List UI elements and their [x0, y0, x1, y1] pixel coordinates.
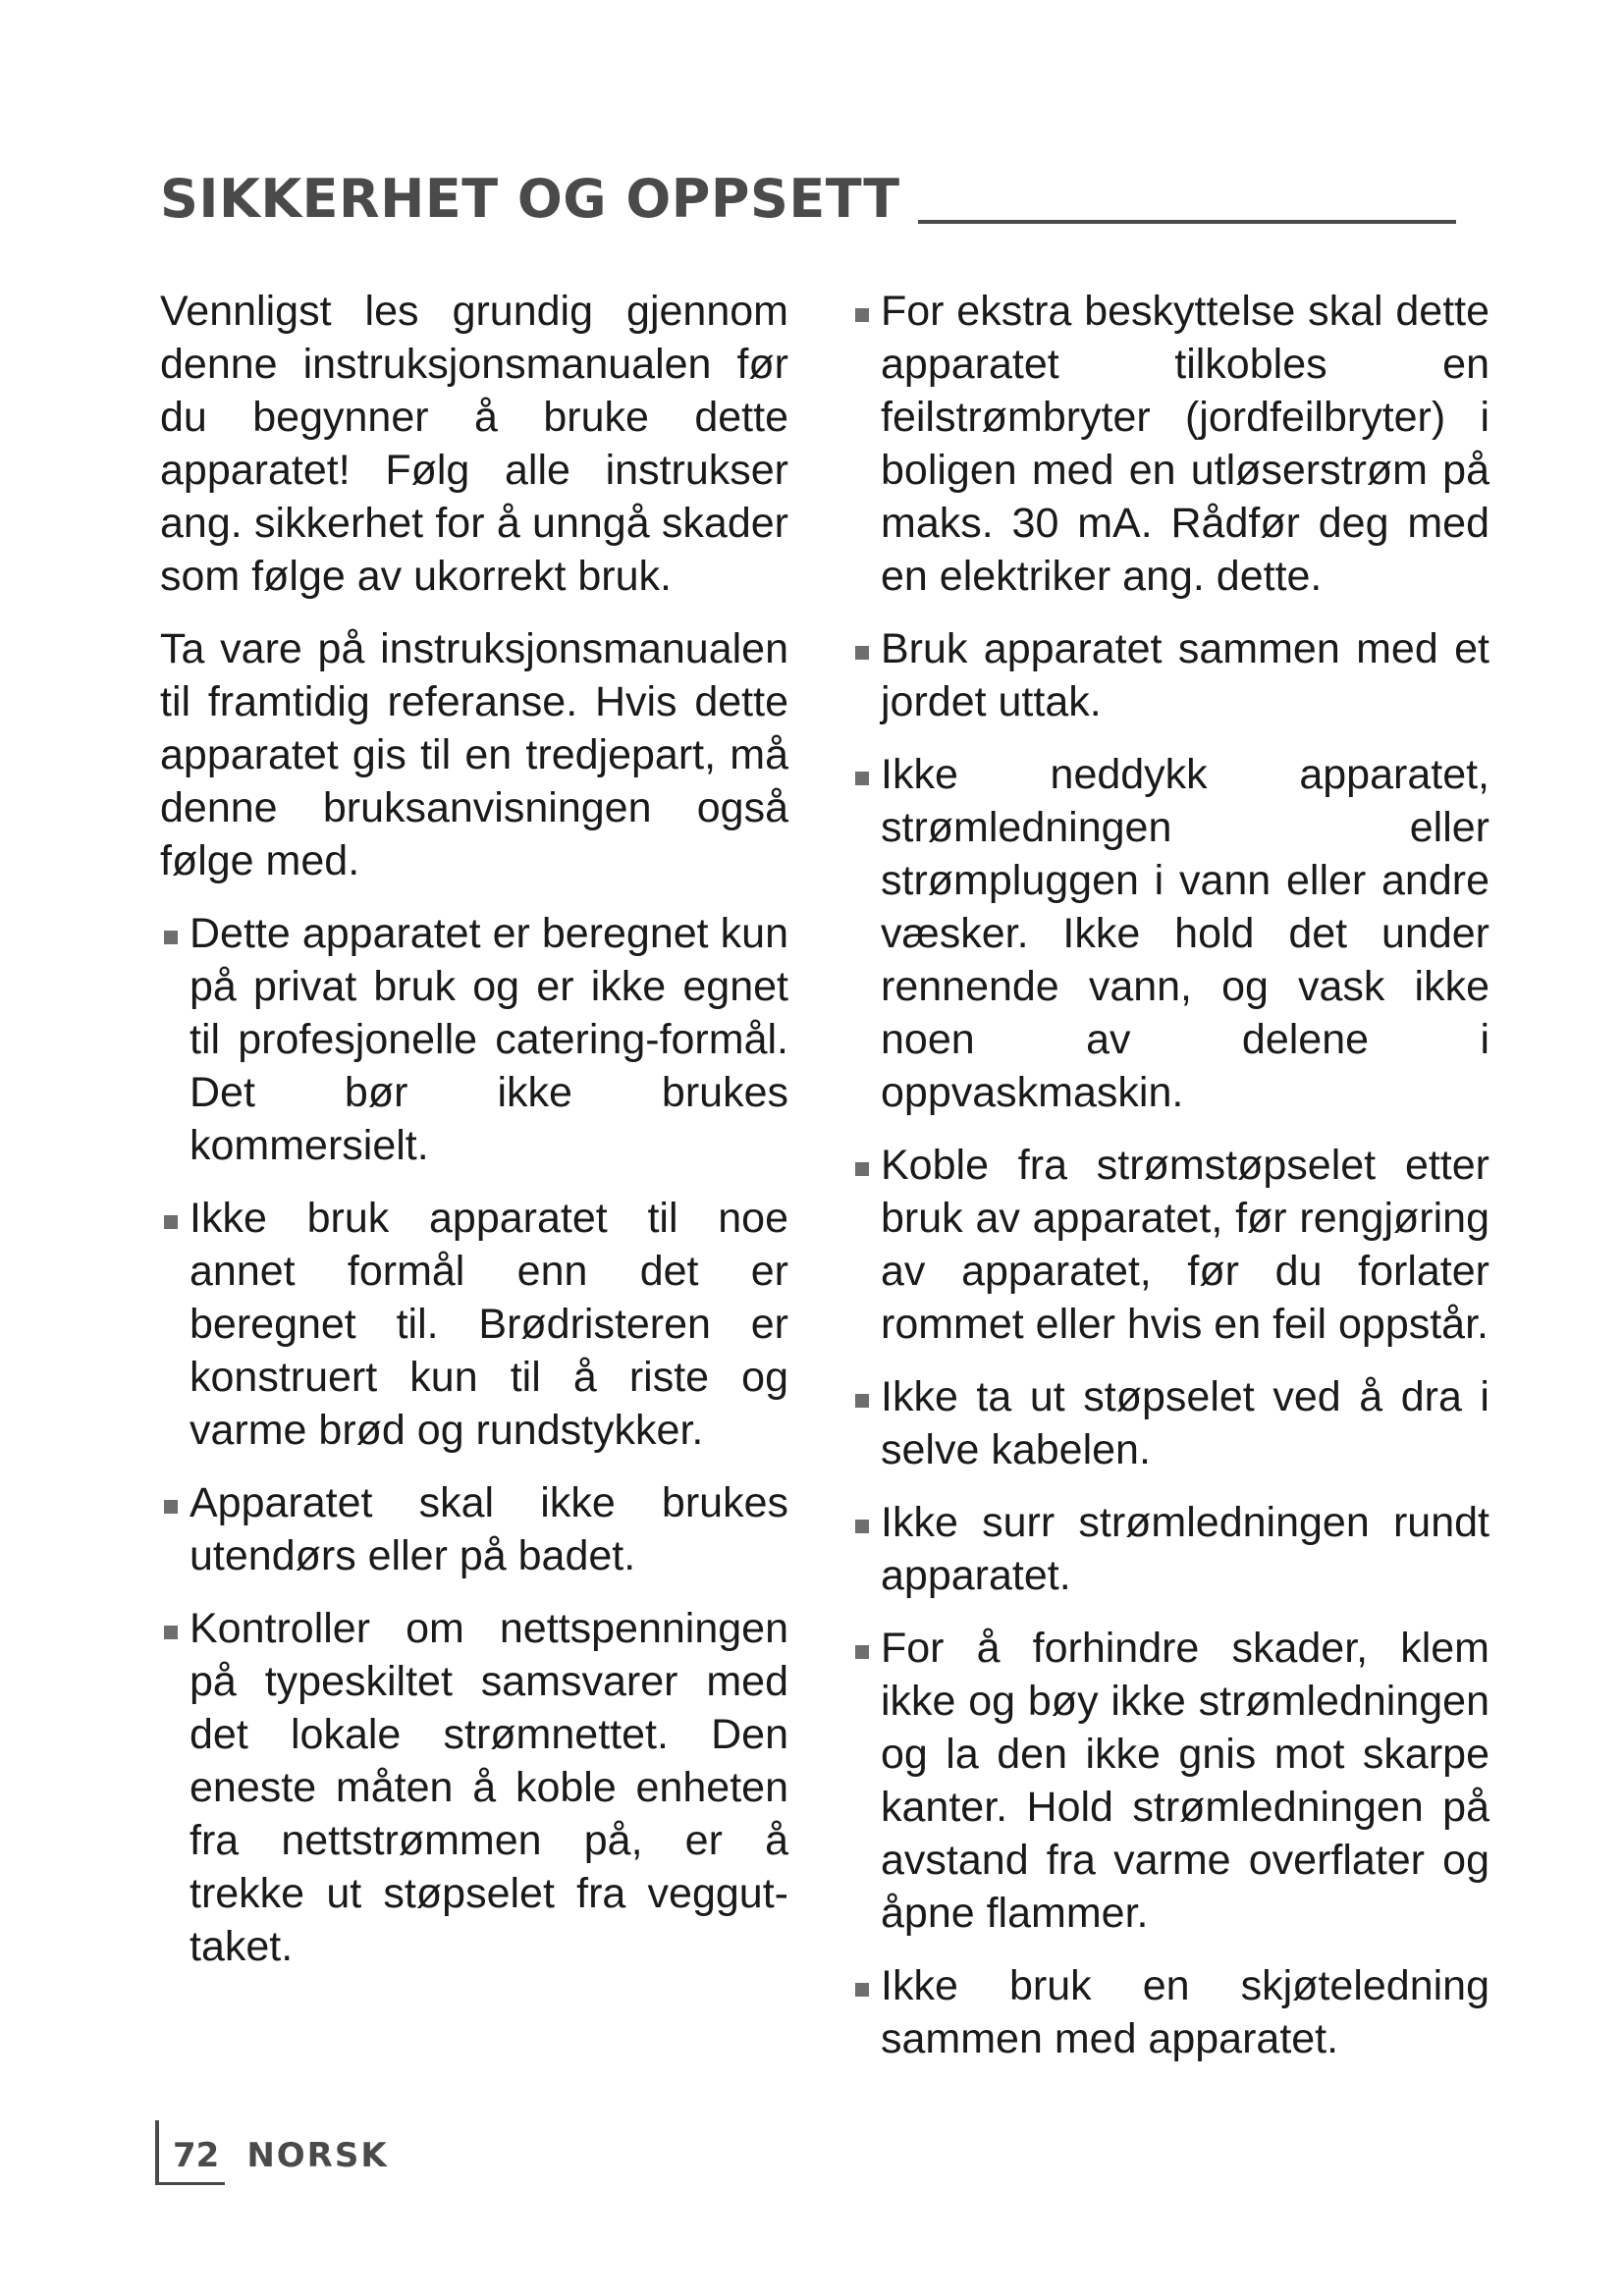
list-item-text: Ikke surr strømledningen rundt apparatet. — [881, 1499, 1489, 1599]
list-item — [160, 1602, 788, 1973]
list-item-text: Bruk apparatet sammen med et jordet uttak. — [881, 625, 1489, 725]
list-item — [160, 1476, 788, 1582]
page-footer — [155, 2120, 389, 2185]
list-item — [851, 1139, 1489, 1351]
keep-manual-paragraph: Ta vare på instruksjonsmanualen til framtidig referanse. Hvis dette apparatet gis til en tredjepart, må denne bruksanvisningen også følge med. — [160, 625, 788, 884]
list-item-text: Ikke neddykk apparatet, strømledningen eller strømpluggen i vann eller andre væsker. Ikke hold det under rennende vann, og vask ikke noen av delene i oppvaskmaskin. — [881, 751, 1489, 1116]
list-item-text: Koble fra strømstøpselet etter bruk av apparatet, før rengjøring av apparatet, før du forlater rommet eller hvis en feil oppstår. — [881, 1142, 1489, 1348]
language-label: NORSK — [246, 2136, 389, 2175]
section-header — [160, 147, 1456, 230]
bullet-square-icon — [855, 1162, 869, 1176]
list-item-text: For ekstra beskyttelse skal dette apparatet tilkobles en feilstrømbryter (jordfeilbryter) i boligen med en utløserstrøm på maks. 30 mA. Rådfør deg med en elektriker ang. dette. — [881, 288, 1489, 600]
list-item — [160, 907, 788, 1172]
list-item-text: Ikke bruk en skjøteledning sammen med apparatet. — [881, 1962, 1489, 2062]
bullet-square-icon — [164, 1626, 178, 1639]
list-item — [851, 1370, 1489, 1476]
bullet-square-icon — [855, 1645, 869, 1659]
list-item — [851, 285, 1489, 603]
list-item — [160, 1192, 788, 1457]
list-item — [851, 1622, 1489, 1940]
bullet-square-icon — [855, 1520, 869, 1533]
right-column — [851, 285, 1489, 2085]
list-item-text: Apparatet skal ikke brukes utendørs eller på badet. — [189, 1479, 788, 1579]
bullet-square-icon — [855, 1394, 869, 1408]
intro-paragraph: Vennligst les grundig gjennom denne instruksjonsmanualen før du begynner å bruke dette apparatet! Følg alle instrukser ang. sikkerhet for å unngå skader som følge av ukorrekt bruk. — [160, 288, 788, 600]
bullet-square-icon — [855, 1983, 869, 1997]
page-number: 72 — [159, 2139, 225, 2185]
bullet-square-icon — [855, 772, 869, 785]
list-item — [851, 1959, 1489, 2065]
list-item-text: Ikke ta ut støpselet ved å dra i selve kabelen. — [881, 1373, 1489, 1473]
list-item-text: Ikke bruk apparatet til noe annet formål enn det er beregnet til. Brødristeren er konstruert kun til å riste og varme brød og rundstykker. — [189, 1195, 788, 1454]
title-underline — [918, 220, 1456, 224]
list-item-text: Dette apparatet er beregnet kun på privat bruk og er ikke egnet til profesjonelle catering-formål. Det bør ikke brukes kommersielt. — [189, 910, 788, 1169]
bullet-square-icon — [164, 1215, 178, 1229]
list-item — [851, 1496, 1489, 1602]
list-item — [851, 622, 1489, 728]
bullet-square-icon — [164, 1500, 178, 1514]
bullet-square-icon — [855, 646, 869, 660]
list-item — [851, 748, 1489, 1119]
list-item-text: Kontroller om nettspenningen på typeskiltet samsvarer med det lokale strømnettet. Den eneste måten å koble enheten fra nettstrømmen på, er å trekke ut støpselet fra vegguttaket. — [189, 1605, 788, 1970]
bullet-square-icon — [855, 308, 869, 322]
left-column — [160, 285, 788, 1993]
page-title: SIKKERHET OG OPPSETT — [160, 168, 900, 230]
bullet-square-icon — [164, 931, 178, 944]
list-item-text: For å forhindre skader, klem ikke og bøy ikke strømledningen og la den ikke gnis mot skarpe kanter. Hold strømledningen på avstand fra varme overflater og åpne flammer. — [881, 1625, 1489, 1937]
